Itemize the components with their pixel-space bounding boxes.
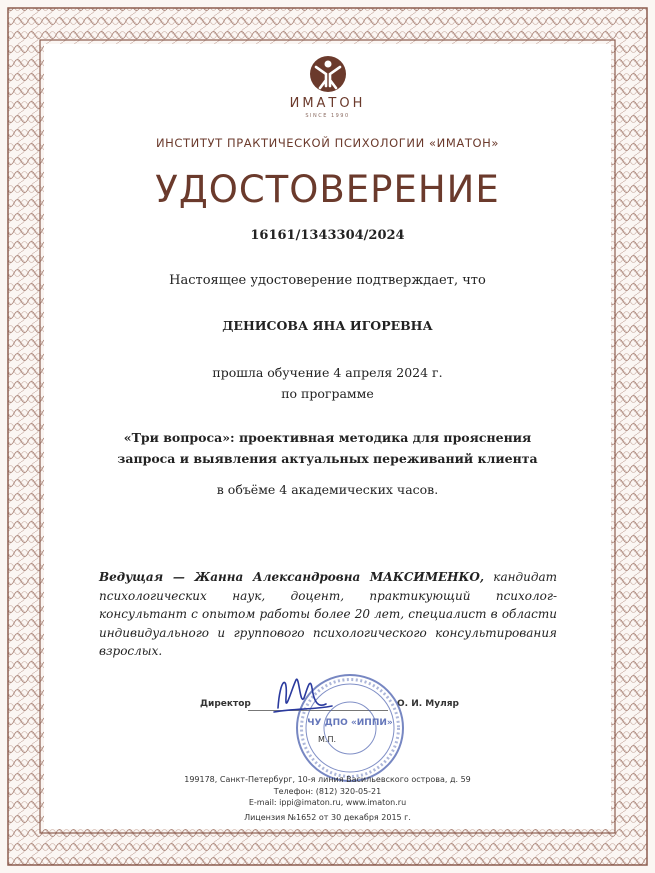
certificate-title: УДОСТОВЕРЕНИЕ — [155, 168, 500, 211]
director-label: Директор — [200, 699, 251, 709]
director-name: О. И. Муляр — [397, 699, 459, 709]
brand-since: SINCE 1990 — [305, 113, 350, 119]
stamp-place-label: М.П. — [318, 735, 337, 744]
institute-name: ИНСТИТУТ ПРАКТИЧЕСКОЙ ПСИХОЛОГИИ «ИМАТОН» — [155, 136, 500, 150]
recipient-name: ДЕНИСОВА ЯНА ИГОРЕВНА — [222, 318, 433, 333]
completion-date: прошла обучение 4 апреля 2024 г. — [212, 365, 443, 380]
footer-license: Лицензия №1652 от 30 декабря 2015 г. — [244, 813, 411, 822]
confirms-text: Настоящее удостоверение подтверждает, что — [169, 273, 486, 288]
brand-name: ИМАТОН — [289, 96, 366, 111]
stamp-text: ЧУ ДПО «ИППИ» — [307, 718, 393, 728]
lecturer-lead: Ведущая — Жанна Александровна МАКСИМЕНКО, — [99, 570, 485, 584]
certificate-number: 16161/1343304/2024 — [250, 228, 405, 243]
lecturer-description: кандидат психологических наук, доцент, практикующий психолог-консультант с опытом работы более 20 лет, специалист в области индивидуального и группового психологического консультирования взрослых. — [99, 570, 557, 659]
by-program-text: по программе — [281, 386, 374, 401]
handwritten-signature — [266, 668, 336, 728]
footer-address: 199178, Санкт-Петербург, 10-я линия Васильевского острова, д. 59 — [184, 775, 471, 784]
footer-web: E-mail: ippi@imaton.ru, www.imaton.ru — [248, 798, 407, 807]
program-hours: в объёме 4 академических часов. — [216, 482, 439, 497]
lecturer-paragraph — [99, 568, 557, 661]
program-title-line-2: запроса и выявления актуальных переживаний клиента — [117, 451, 538, 466]
program-title-line-1: «Три вопроса»: проективная методика для прояснения — [123, 430, 532, 445]
footer-phone: Телефон: (812) 320-05-21 — [273, 787, 382, 796]
